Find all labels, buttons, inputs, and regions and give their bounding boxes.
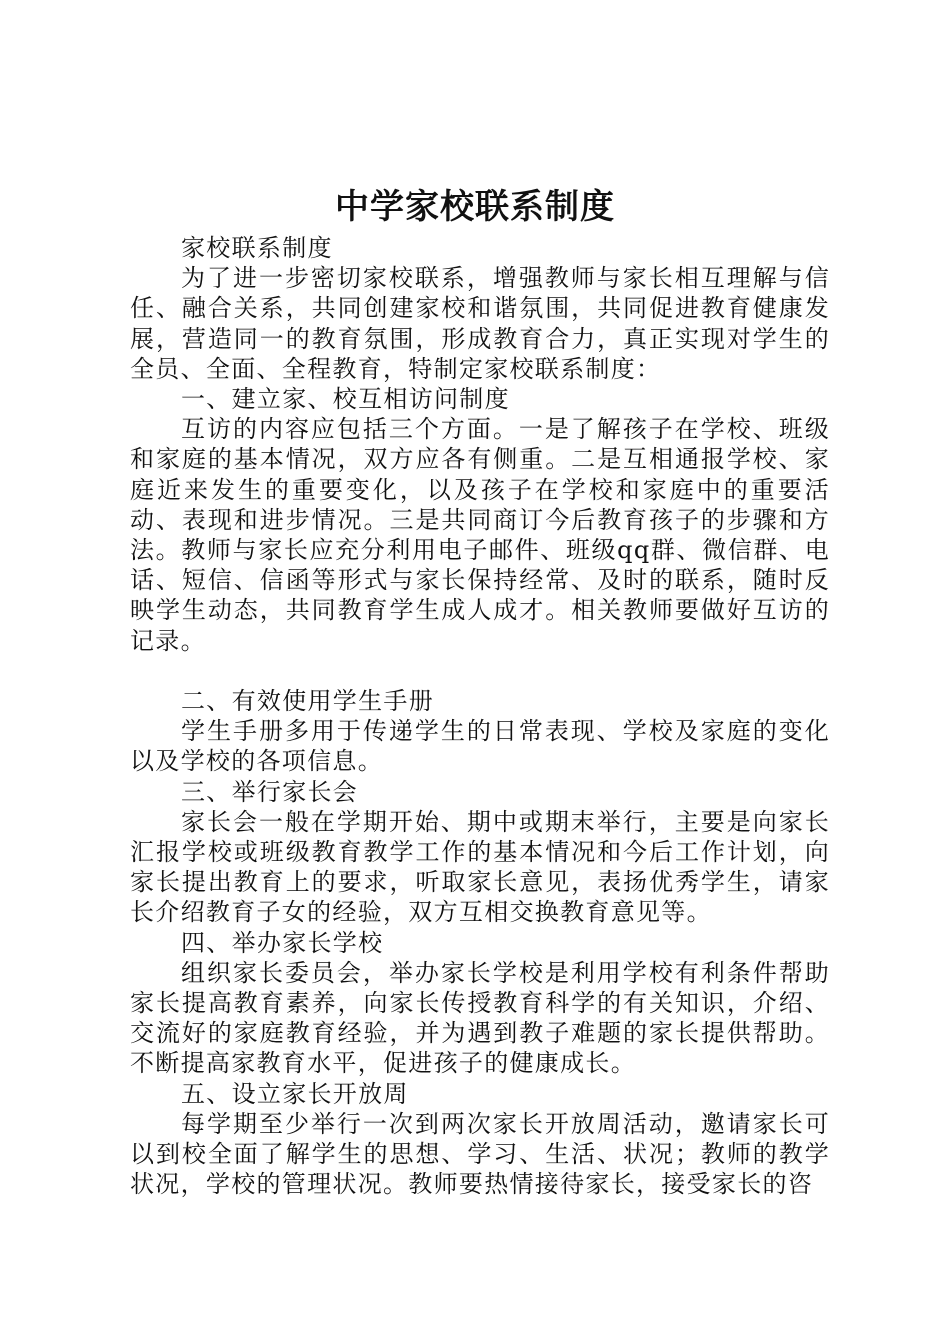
paragraph-section-4: 组织家长委员会，举办家长学校是利用学校有利条件帮助家长提高教育素养，向家长传授教育科学的有关知识，介绍、交流好的家庭教育经验，并为遇到教子难题的家长提供帮助。不断提高家教育水平，促进孩子的健康成长。 bbox=[130, 958, 830, 1078]
paragraph-intro: 为了进一步密切家校联系，增强教师与家长相互理解与信任、融合关系，共同创建家校和谐氛围，共同促进教育健康发展，营造同一的教育氛围，形成教育合力，真正实现对学生的全员、全面、全程教育，特制定家校联系制度： bbox=[130, 264, 830, 383]
paragraph-section-5: 每学期至少举行一次到两次家长开放周活动，邀请家长可以到校全面了解学生的思想、学习、生活、状况；教师的教学状况，学校的管理状况。教师要热情接待家长，接受家长的咨 bbox=[130, 1109, 830, 1199]
document-body bbox=[130, 233, 830, 1199]
document-title: 中学家校联系制度 bbox=[335, 187, 615, 227]
paragraph-subtitle: 家校联系制度 bbox=[181, 234, 333, 262]
section-heading-5: 五、设立家长开放周 bbox=[181, 1079, 409, 1108]
paragraph-section-3: 家长会一般在学期开始、期中或期末举行，主要是向家长汇报学校或班级教育教学工作的基本情况和今后工作计划，向家长提出教育上的要求，听取家长意见，表扬优秀学生，请家长介绍教育子女的经验，双方互相交换教育意见等。 bbox=[130, 807, 830, 927]
section-heading-3: 三、举行家长会 bbox=[181, 777, 359, 806]
paragraph-section-1: 互访的内容应包括三个方面。一是了解孩子在学校、班级和家庭的基本情况，双方应各有侧重。二是互相通报学校、家庭近来发生的重要变化，以及孩子在学校和家庭中的重要活动、表现和进步情况。三是共同商订今后教育孩子的步骤和方法。教师与家长应充分利用电子邮件、班级qq群、微信群、电话、短信、信函等形式与家长保持经常、及时的联系，随时反映学生动态，共同教育学生成人成才。相关教师要做好互访的记录。 bbox=[130, 415, 830, 655]
paragraph-section-2: 学生手册多用于传递学生的日常表现、学校及家庭的变化以及学校的各项信息。 bbox=[130, 717, 830, 776]
section-heading-1: 一、建立家、校互相访问制度 bbox=[181, 385, 510, 414]
section-heading-2: 二、有效使用学生手册 bbox=[181, 687, 434, 716]
section-heading-4: 四、举办家长学校 bbox=[181, 928, 384, 957]
